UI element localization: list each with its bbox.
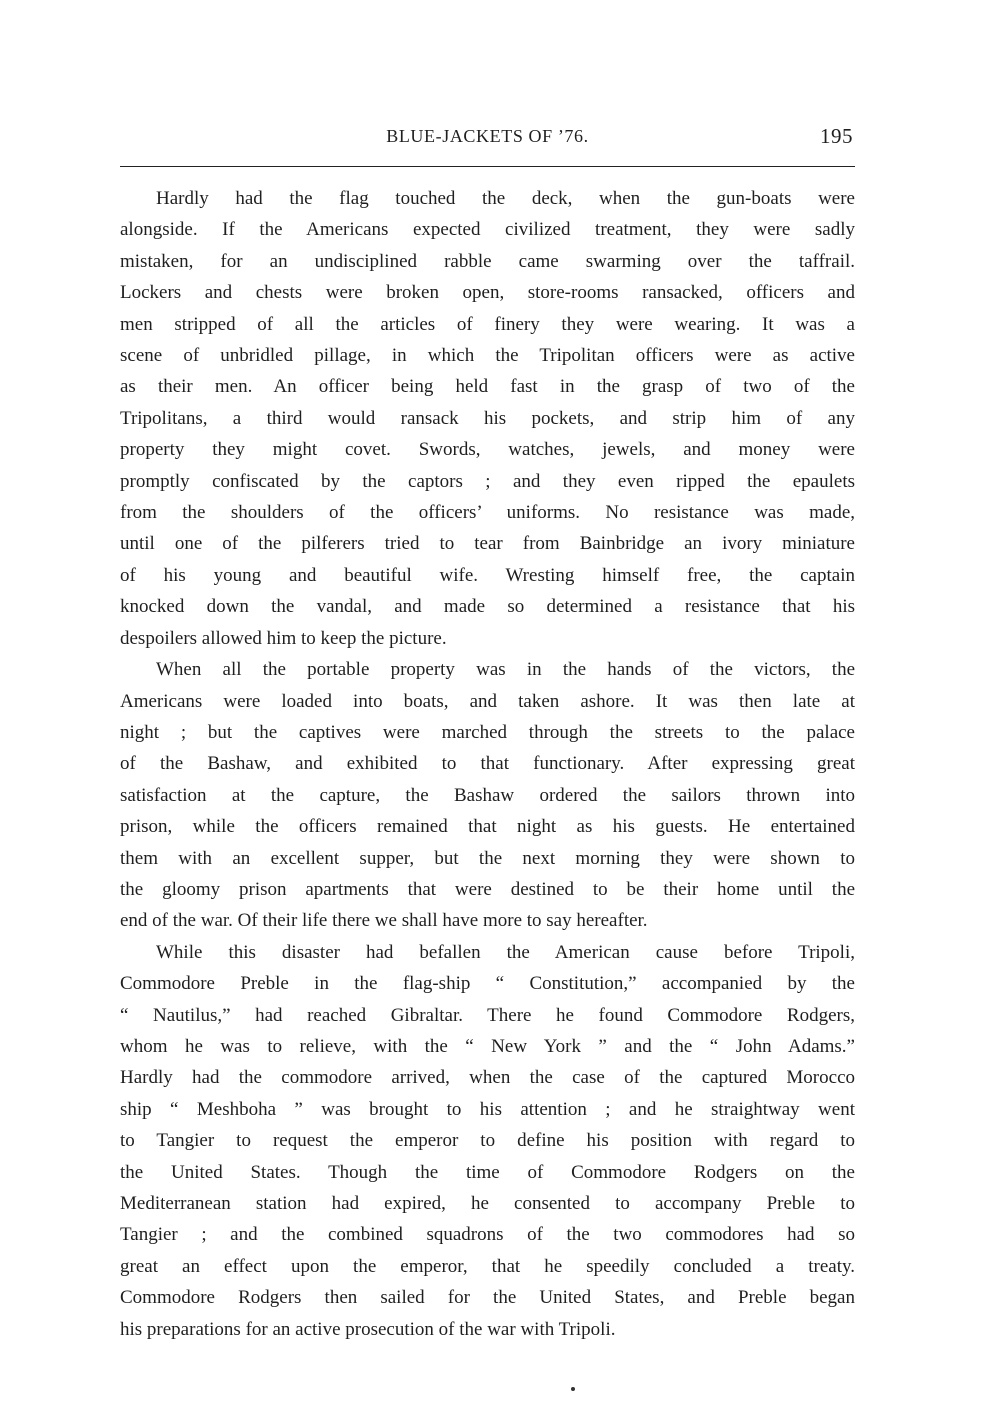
text-line: Commodore Rodgers then sailed for the United States, and Preble began [120, 1287, 855, 1309]
text-line: night ; but the captives were marched through the streets to the palace [120, 721, 855, 743]
text-line: Americans were loaded into boats, and taken ashore. It was then late at [120, 690, 855, 712]
text-line: Commodore Preble in the flag-ship “ Constitution,” accompanied by the [120, 973, 855, 995]
paragraph [120, 183, 855, 654]
text-line: ship “ Meshboha ” was brought to his attention ; and he straightway went [120, 1098, 855, 1120]
text-line: knocked down the vandal, and made so determined a resistance that his [120, 596, 855, 618]
text-line: great an effect upon the emperor, that he speedily concluded a treaty. [120, 1255, 855, 1277]
text-line: While this disaster had befallen the American cause before Tripoli, [156, 941, 855, 963]
body-text [120, 183, 855, 1345]
text-line: prison, while the officers remained that night as his guests. He entertained [120, 816, 855, 838]
text-line: mistaken, for an undisciplined rabble came swarming over the taffrail. [120, 250, 855, 272]
text-line: as their men. An officer being held fast in the grasp of two of the [120, 376, 855, 398]
text-line: “ Nautilus,” had reached Gibraltar. There he found Commodore Rodgers, [120, 1004, 855, 1026]
text-line: them with an excellent supper, but the next morning they were shown to [120, 847, 855, 869]
paragraph [120, 654, 855, 937]
text-line: of his young and beautiful wife. Wresting himself free, the captain [120, 564, 855, 586]
text-line: the gloomy prison apartments that were destined to be their home until the [120, 878, 855, 900]
header-rule [120, 166, 855, 167]
text-line: from the shoulders of the officers’ uniforms. No resistance was made, [120, 502, 855, 524]
text-line: the United States. Though the time of Commodore Rodgers on the [120, 1161, 855, 1183]
text-line: promptly confiscated by the captors ; and they even ripped the epaulets [120, 470, 855, 492]
text-line: of the Bashaw, and exhibited to that functionary. After expressing great [120, 753, 855, 775]
text-line: to Tangier to request the emperor to define his position with regard to [120, 1130, 855, 1152]
text-line: despoilers allowed him to keep the picture. [120, 627, 447, 649]
paragraph [120, 937, 855, 1345]
text-line: property they might covet. Swords, watches, jewels, and money were [120, 439, 855, 461]
ink-speck [571, 1387, 575, 1391]
text-line: Hardly had the flag touched the deck, when the gun-boats were [156, 188, 855, 209]
text-line: end of the war. Of their life there we shall have more to say hereafter. [120, 910, 648, 932]
text-line: Tangier ; and the combined squadrons of the two commodores had so [120, 1224, 855, 1246]
text-line: Mediterranean station had expired, he consented to accompany Preble to [120, 1193, 855, 1214]
page-number: 195 [820, 124, 853, 148]
text-line: until one of the pilferers tried to tear from Bainbridge an ivory miniature [120, 533, 855, 555]
running-title: BLUE-JACKETS OF ’76. [386, 126, 589, 146]
text-line: satisfaction at the capture, the Bashaw ordered the sailors thrown into [120, 784, 855, 806]
text-line: Tripolitans, a third would ransack his pockets, and strip him of any [120, 407, 855, 429]
text-line: men stripped of all the articles of finery they were wearing. It was a [120, 313, 855, 335]
text-line: scene of unbridled pillage, in which the Tripolitan officers were as active [120, 345, 855, 367]
text-line: whom he was to relieve, with the “ New York ” and the “ John Adams.” [120, 1035, 855, 1057]
text-line: When all the portable property was in the hands of the victors, the [156, 659, 855, 681]
text-line: Lockers and chests were broken open, store-rooms ransacked, officers and [120, 282, 855, 304]
text-line: Hardly had the commodore arrived, when the case of the captured Morocco [120, 1067, 855, 1089]
text-line: alongside. If the Americans expected civilized treatment, they were sadly [120, 219, 855, 241]
text-line: his preparations for an active prosecution of the war with Tripoli. [120, 1318, 616, 1340]
running-head [120, 124, 855, 154]
